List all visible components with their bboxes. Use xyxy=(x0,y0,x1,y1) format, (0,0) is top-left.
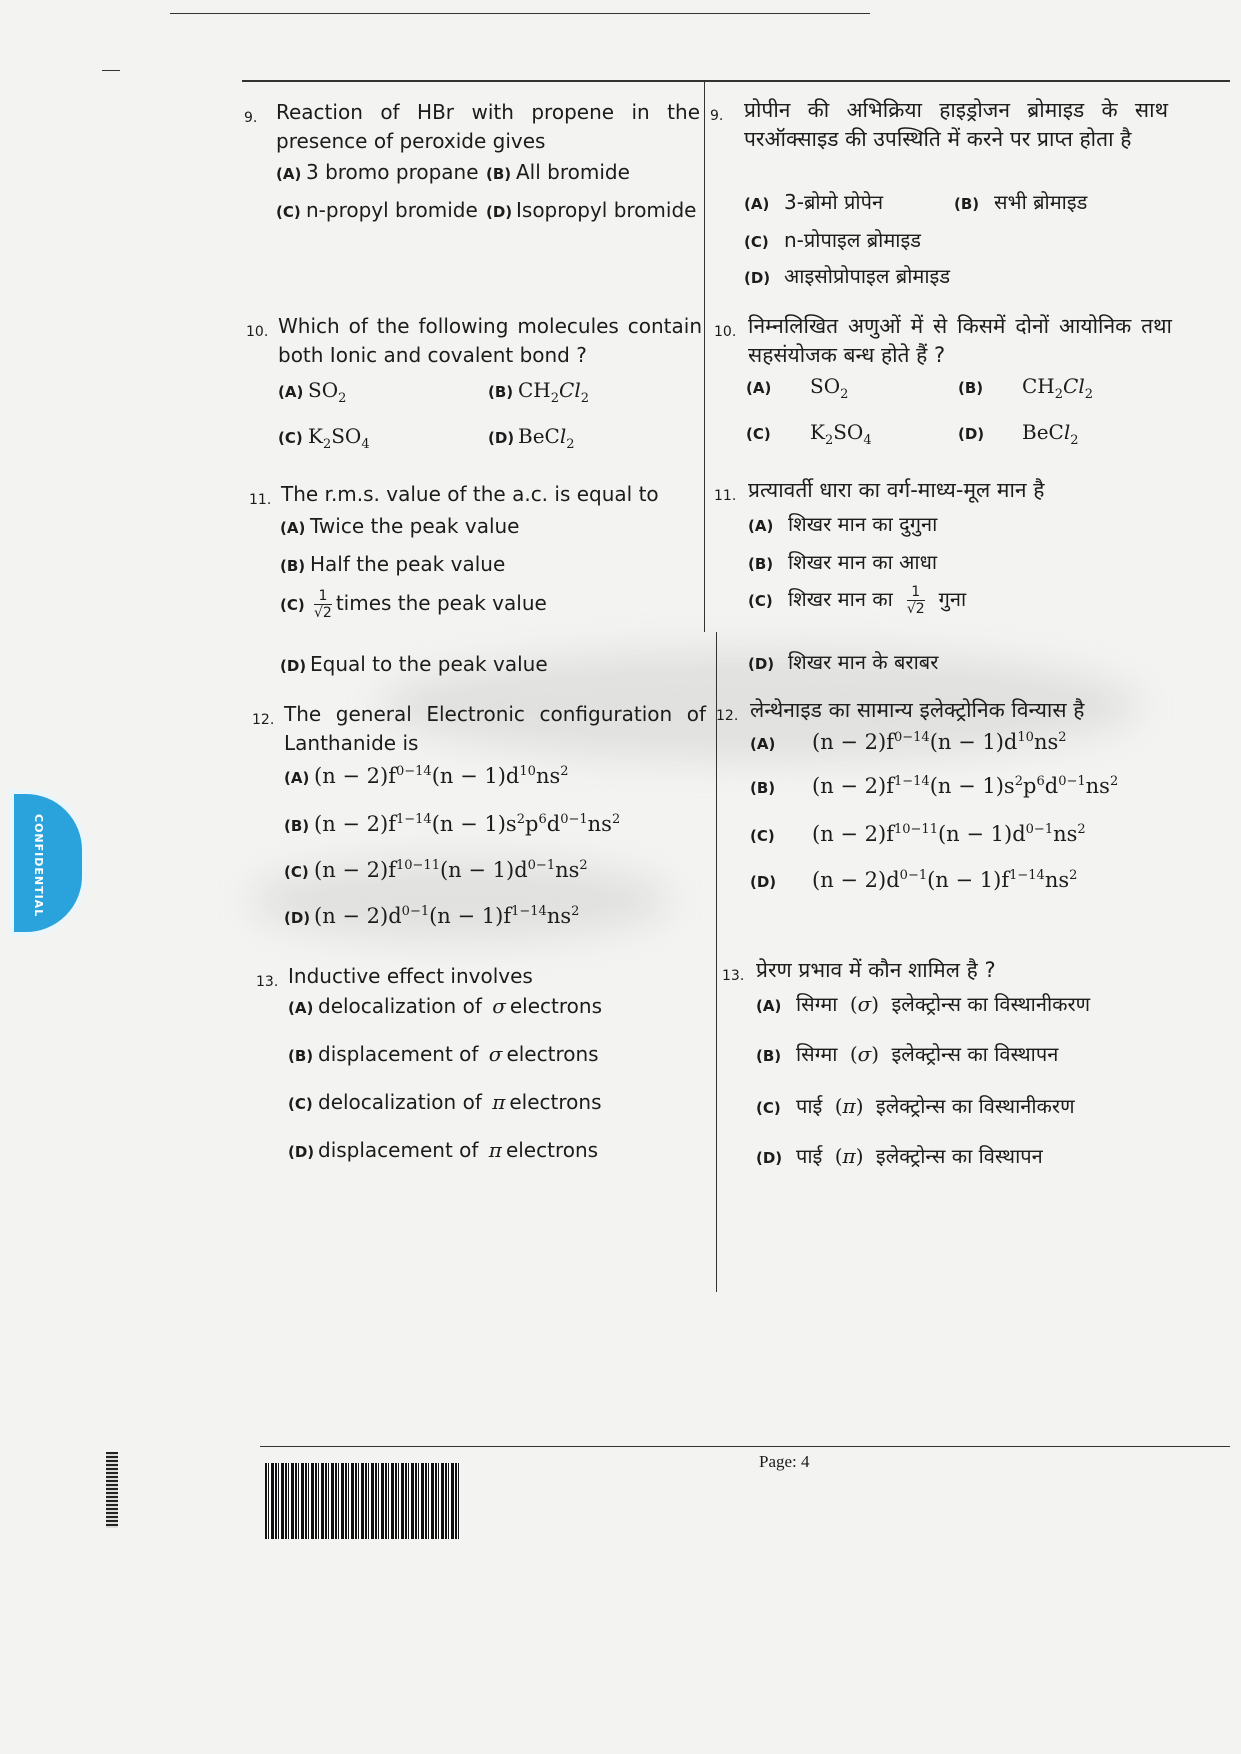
option-label: (C) xyxy=(280,596,305,614)
top-rule xyxy=(170,13,870,14)
question-number: 13. xyxy=(256,974,279,990)
question-9-hi xyxy=(708,96,1168,154)
question-12-hi xyxy=(714,696,1174,725)
option-d xyxy=(744,262,950,289)
question-11-en xyxy=(247,480,705,509)
pi-symbol: π xyxy=(488,1138,502,1162)
question-12-en xyxy=(250,700,706,758)
formula-so2: $SO_2$ xyxy=(308,378,347,406)
question-11-hi xyxy=(712,476,1172,505)
formula-ch2cl2: $CH_2Cl_2$ xyxy=(1022,374,1094,402)
option-a xyxy=(748,510,937,537)
option-label: (D) xyxy=(750,873,777,891)
option-d xyxy=(756,1142,1043,1169)
seal-text: CONFIDENTIAL xyxy=(32,814,45,918)
option-text: गुना xyxy=(938,587,967,611)
option-label: (D) xyxy=(288,1143,315,1161)
question-number: 12. xyxy=(252,712,275,728)
question-number: 9. xyxy=(710,108,724,124)
formula-so2: $SO_2$ xyxy=(810,374,849,402)
formula-k2so4: $K_2SO_4$ xyxy=(810,420,872,448)
question-10-hi xyxy=(712,312,1172,370)
option-a xyxy=(744,188,883,215)
question-stem: प्रेरण प्रभाव में कौन शामिल है ? xyxy=(756,958,996,982)
option-label: (B) xyxy=(280,557,306,575)
question-stem: Which of the following molecules contain both Ionic and covalent bond ? xyxy=(278,314,702,367)
option-a: (A) $(n - 2)f^{0-14}(n - 1)d^{10}ns^2$ xyxy=(284,764,569,788)
option-text: delocalization of xyxy=(318,1090,482,1114)
option-text: Isopropyl bromide xyxy=(516,198,697,222)
confidential-seal xyxy=(10,790,86,936)
option-text: 3 bromo propane xyxy=(306,160,479,184)
option-c xyxy=(748,584,966,617)
pi-symbol: (π) xyxy=(834,1094,864,1118)
option-d xyxy=(958,420,1079,448)
option-a xyxy=(756,990,1090,1017)
option-text: All bromide xyxy=(516,160,630,184)
question-number: 11. xyxy=(714,488,737,504)
question-number: 11. xyxy=(249,492,272,508)
option-d xyxy=(280,652,548,676)
sigma-symbol: σ xyxy=(488,1042,503,1066)
option-d xyxy=(288,1138,598,1162)
option-label: (C) xyxy=(756,1099,781,1117)
option-c: (C) $(n - 2)f^{10-11}(n - 1)d^{0-1}ns^2$ xyxy=(284,858,588,882)
option-text: displacement of xyxy=(318,1042,479,1066)
option-text: पाई xyxy=(796,1144,823,1168)
option-label: (D) xyxy=(284,909,311,927)
option-text: electrons xyxy=(509,994,602,1018)
option-b xyxy=(958,374,1093,402)
option-text: electrons xyxy=(509,1090,602,1114)
question-stem: लेन्थेनाइड का सामान्य इलेक्ट्रोनिक विन्यास है xyxy=(750,698,1085,722)
option-label: (A) xyxy=(288,999,314,1017)
question-13-hi xyxy=(720,956,1180,985)
option-text: शिखर मान का दुगुना xyxy=(788,512,938,536)
option-b xyxy=(748,548,937,575)
option-c xyxy=(280,588,547,621)
option-label: (A) xyxy=(746,379,772,397)
question-10-en xyxy=(244,312,702,370)
option-text: सिग्मा xyxy=(796,1042,838,1066)
pi-glyph: π xyxy=(842,1094,856,1118)
option-text: delocalization of xyxy=(318,994,482,1018)
footer-rule xyxy=(260,1446,1230,1447)
option-text: आइसोप्रोपाइल ब्रोमाइड xyxy=(784,264,951,288)
formula-becl2: BeCl$_2$ xyxy=(1022,420,1079,448)
option-label: (A) xyxy=(278,383,304,401)
option-b xyxy=(756,1040,1058,1067)
option-d: (D) $(n - 2)d^{0-1}(n - 1)f^{1-14}ns^2$ xyxy=(750,868,1078,892)
option-c: (C) $(n - 2)f^{10-11}(n - 1)d^{0-1}ns^2$ xyxy=(750,822,1086,846)
option-b xyxy=(954,188,1087,215)
option-text: पाई xyxy=(796,1094,823,1118)
option-text: इलेक्ट्रोन्स का विस्थानीकरण xyxy=(891,992,1091,1016)
sigma-glyph: σ xyxy=(857,992,872,1016)
option-text: सिग्मा xyxy=(796,992,838,1016)
option-label: (A) xyxy=(744,195,770,213)
option-text: electrons xyxy=(506,1042,599,1066)
question-number: 9. xyxy=(244,110,258,126)
option-label: (D) xyxy=(756,1149,783,1167)
option-a xyxy=(280,514,519,538)
option-label: (C) xyxy=(748,592,773,610)
option-text: n-प्रोपाइल ब्रोमाइड xyxy=(784,228,921,252)
barcode xyxy=(265,1463,460,1539)
option-c xyxy=(744,226,921,253)
option-c xyxy=(746,420,872,448)
option-label: (C) xyxy=(278,429,303,447)
option-label: (B) xyxy=(756,1047,782,1065)
question-number: 12. xyxy=(716,708,739,724)
margin-barcode xyxy=(106,1452,118,1528)
option-text: इलेक्ट्रोन्स का विस्थापन xyxy=(875,1144,1043,1168)
option-c xyxy=(276,198,478,222)
option-text: n-propyl bromide xyxy=(306,198,478,222)
option-label: (B) xyxy=(486,165,512,183)
one-over-root-two: $\frac{1}{√2}$ xyxy=(314,588,332,621)
option-text: सभी ब्रोमाइड xyxy=(994,190,1088,214)
sigma-symbol: σ xyxy=(492,994,506,1018)
option-label: (C) xyxy=(744,233,769,251)
option-label: (A) xyxy=(756,997,782,1015)
question-stem: The r.m.s. value of the a.c. is equal to xyxy=(281,482,659,506)
option-label: (A) xyxy=(284,769,310,787)
option-text: शिखर मान का आधा xyxy=(788,550,938,574)
question-number: 13. xyxy=(722,968,745,984)
formula-becl2: BeCl$_2$ xyxy=(518,424,575,452)
option-d: (D) $(n - 2)d^{0-1}(n - 1)f^{1-14}ns^2$ xyxy=(284,904,580,928)
option-c xyxy=(756,1092,1075,1119)
option-d xyxy=(486,198,696,222)
pi-symbol: (π) xyxy=(834,1144,864,1168)
option-a xyxy=(276,160,479,184)
option-b: (B) $(n - 2)f^{1-14}(n - 1)s^2p^6d^{0-1}ns^2$ xyxy=(750,774,1119,798)
question-number: 10. xyxy=(714,324,737,340)
option-label: (B) xyxy=(288,1047,314,1065)
question-stem: Inductive effect involves xyxy=(288,964,533,988)
pi-glyph: π xyxy=(842,1144,856,1168)
option-a xyxy=(288,994,602,1018)
option-text: displacement of xyxy=(318,1138,479,1162)
option-c xyxy=(278,424,370,452)
option-label: (C) xyxy=(276,203,301,221)
option-label: (D) xyxy=(744,269,771,287)
option-label: (D) xyxy=(958,425,985,443)
option-label: (C) xyxy=(284,863,309,881)
option-text: शिखर मान का xyxy=(788,587,893,611)
option-text: शिखर मान के बराबर xyxy=(788,650,939,674)
option-d xyxy=(488,424,575,452)
option-label: (D) xyxy=(280,657,307,675)
header-rule xyxy=(242,80,1230,82)
page-number: Page: 4 xyxy=(759,1452,810,1471)
option-text: Twice the peak value xyxy=(310,514,520,538)
option-b xyxy=(288,1042,599,1066)
option-text: electrons xyxy=(505,1138,599,1162)
option-label: (A) xyxy=(748,517,774,535)
option-b: (B) $(n - 2)f^{1-14}(n - 1)s^2p^6d^{0-1}ns^2$ xyxy=(284,812,621,836)
option-c xyxy=(288,1090,602,1114)
option-text: 3-ब्रोमो प्रोपेन xyxy=(784,190,884,214)
option-text: times the peak value xyxy=(335,591,547,615)
option-b xyxy=(488,378,589,406)
option-label: (B) xyxy=(748,555,774,573)
option-label: (C) xyxy=(746,425,771,443)
option-label: (D) xyxy=(748,655,775,673)
question-9-en xyxy=(242,98,700,156)
question-stem: Reaction of HBr with propene in the presence of peroxide gives xyxy=(276,100,700,153)
option-label: (A) xyxy=(276,165,302,183)
option-b xyxy=(280,552,505,576)
option-label: (C) xyxy=(750,827,775,845)
option-a: (A) $(n - 2)f^{0-14}(n - 1)d^{10}ns^2$ xyxy=(750,730,1067,754)
option-label: (B) xyxy=(284,817,310,835)
sigma-glyph: σ xyxy=(857,1042,872,1066)
question-13-en xyxy=(254,962,706,991)
sigma-symbol: (σ) xyxy=(849,1042,880,1066)
option-text: इलेक्ट्रोन्स का विस्थानीकरण xyxy=(875,1094,1075,1118)
option-b xyxy=(486,160,630,184)
pi-symbol: π xyxy=(492,1090,506,1114)
formula-ch2cl2: $CH_2Cl_2$ xyxy=(518,378,590,406)
option-label: (B) xyxy=(488,383,514,401)
option-text: इलेक्ट्रोन्स का विस्थापन xyxy=(891,1042,1059,1066)
question-stem: प्रोपीन की अभिक्रिया हाइड्रोजन ब्रोमाइड के साथ परऑक्साइड की उपस्थिति में करने पर प्राप्त होता है xyxy=(744,98,1168,151)
option-text: Equal to the peak value xyxy=(310,652,548,676)
option-label: (B) xyxy=(954,195,980,213)
option-label: (A) xyxy=(750,735,776,753)
option-text: Half the peak value xyxy=(310,552,506,576)
option-label: (C) xyxy=(288,1095,313,1113)
option-label: (D) xyxy=(486,203,513,221)
question-stem: प्रत्यावर्ती धारा का वर्ग-माध्य-मूल मान है xyxy=(748,478,1045,502)
margin-mark xyxy=(102,70,120,71)
option-a xyxy=(746,374,848,402)
option-label: (B) xyxy=(958,379,984,397)
option-d xyxy=(748,648,938,675)
question-stem: निम्नलिखित अणुओं में से किसमें दोनों आयोनिक तथा सहसंयोजक बन्ध होते हैं ? xyxy=(748,314,1172,367)
column-divider xyxy=(704,82,705,632)
column-divider xyxy=(716,632,717,1292)
sigma-symbol: (σ) xyxy=(849,992,880,1016)
option-label: (A) xyxy=(280,519,306,537)
formula-k2so4: $K_2SO_4$ xyxy=(308,424,370,452)
option-label: (B) xyxy=(750,779,776,797)
option-a xyxy=(278,378,346,406)
option-label: (D) xyxy=(488,429,515,447)
one-over-root-two: $\frac{1}{√2}$ xyxy=(906,584,925,617)
question-number: 10. xyxy=(246,324,269,340)
question-stem: The general Electronic configuration of Lanthanide is xyxy=(284,702,706,755)
